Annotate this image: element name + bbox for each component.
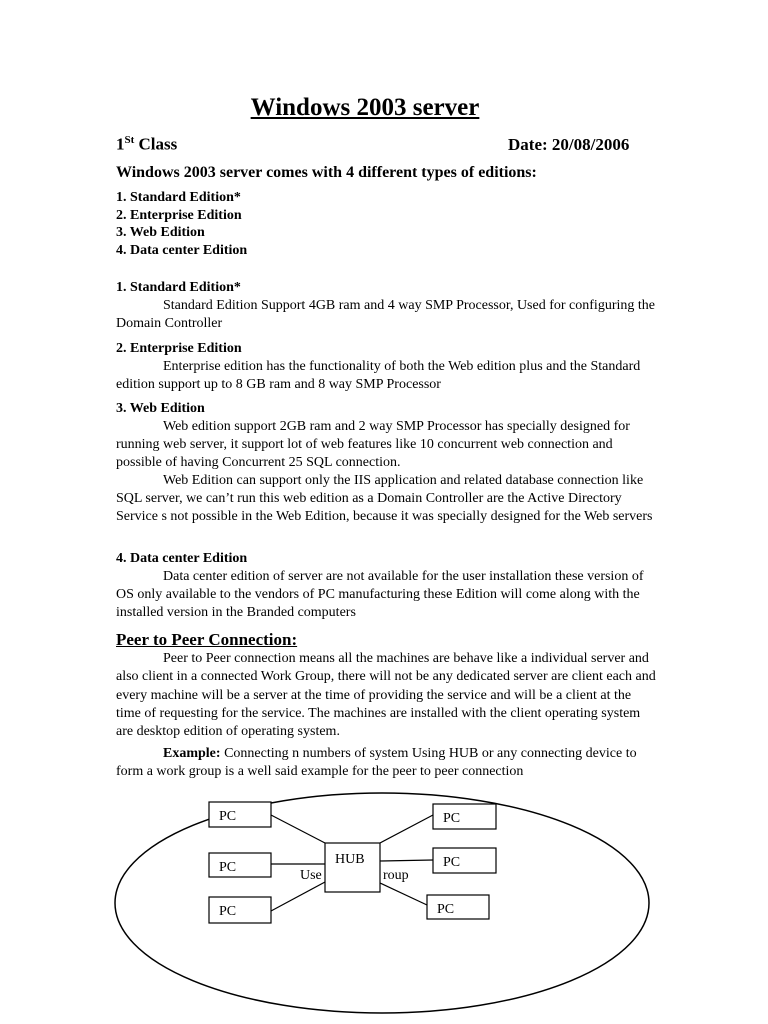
hub-box: [325, 843, 380, 892]
pc-label: PC: [437, 902, 455, 917]
edition-item: 1. Standard Edition*: [116, 190, 241, 205]
section-paragraph: Data center edition of server are not available for the user installation these version of OS only available to the vendors of PC manufacturing these Edition will come along with the installed version in the Branded computers: [116, 569, 644, 620]
class-suffix: Class: [134, 134, 178, 154]
class-superscript: St: [124, 134, 135, 146]
section-heading: 1. Standard Edition*: [116, 280, 241, 295]
section-heading: 4. Data center Edition: [116, 551, 248, 566]
edition-item: 4. Data center Edition: [116, 243, 248, 259]
pc-label: PC: [443, 855, 461, 870]
section-paragraph: Enterprise edition has the functionality of both the Web edition plus and the Standard edition support up to 8 GB ram and 8 way SMP Processor: [116, 359, 641, 392]
pc-label: PC: [219, 809, 237, 824]
connector-line: [271, 882, 325, 911]
pc-label: PC: [219, 904, 237, 919]
class-number: 1: [116, 134, 125, 154]
edition-item: 2. Enterprise Edition: [116, 207, 242, 223]
section-paragraph: Web edition support 2GB ram and 2 way SMP Processor has specially designed for running web server, it support lot of web features like 10 concurrent web connection and possible of having Concurrent 25 SQL connection.: [116, 419, 630, 470]
pc-label: PC: [219, 860, 237, 875]
edition-item: 3. Web Edition: [116, 225, 205, 241]
intro-heading: Windows 2003 server comes with 4 different types of editions:: [116, 164, 537, 181]
date-label: Date: 20/08/2006: [508, 135, 630, 154]
connector-line: [380, 883, 427, 905]
hub-label: HUB: [335, 852, 365, 867]
workgroup-ellipse: [115, 793, 649, 1013]
connector-line: [380, 860, 433, 861]
pc-label: PC: [443, 811, 461, 826]
group-label-right: roup: [383, 868, 409, 883]
connector-line: [380, 815, 433, 843]
section-heading: 2. Enterprise Edition: [116, 341, 242, 356]
example-text: Connecting n numbers of system Using HUB or any connecting device to form a work group is a well said example for the peer to peer connection: [116, 746, 637, 779]
peer-paragraph: Peer to Peer connection means all the machines are behave like a individual server and also client in a connected Work Group, there will not be any dedicated server are client each and every machine will be a server at the time of providing the service and will be a client at the time of requesting for the service. The machines are installed with the client operating system are desktop edition of operating system.: [116, 651, 656, 740]
example-label: Example:: [163, 746, 221, 761]
group-label-left: Use: [300, 868, 322, 883]
page-title: Windows 2003 server: [250, 94, 480, 121]
section-heading: 3. Web Edition: [116, 401, 205, 416]
connector-line: [271, 815, 325, 843]
section-paragraph: Web Edition can support only the IIS application and related database connection like SQL server, we can’t run this web edition as a Domain Controller are the Active Directory Service s not possible in the Web Edition, because it was specially designed for the Web servers: [116, 473, 653, 524]
section-paragraph: Standard Edition Support 4GB ram and 4 way SMP Processor, Used for configuring the Domain Controller: [116, 298, 655, 331]
peer-heading: Peer to Peer Connection:: [116, 630, 298, 649]
